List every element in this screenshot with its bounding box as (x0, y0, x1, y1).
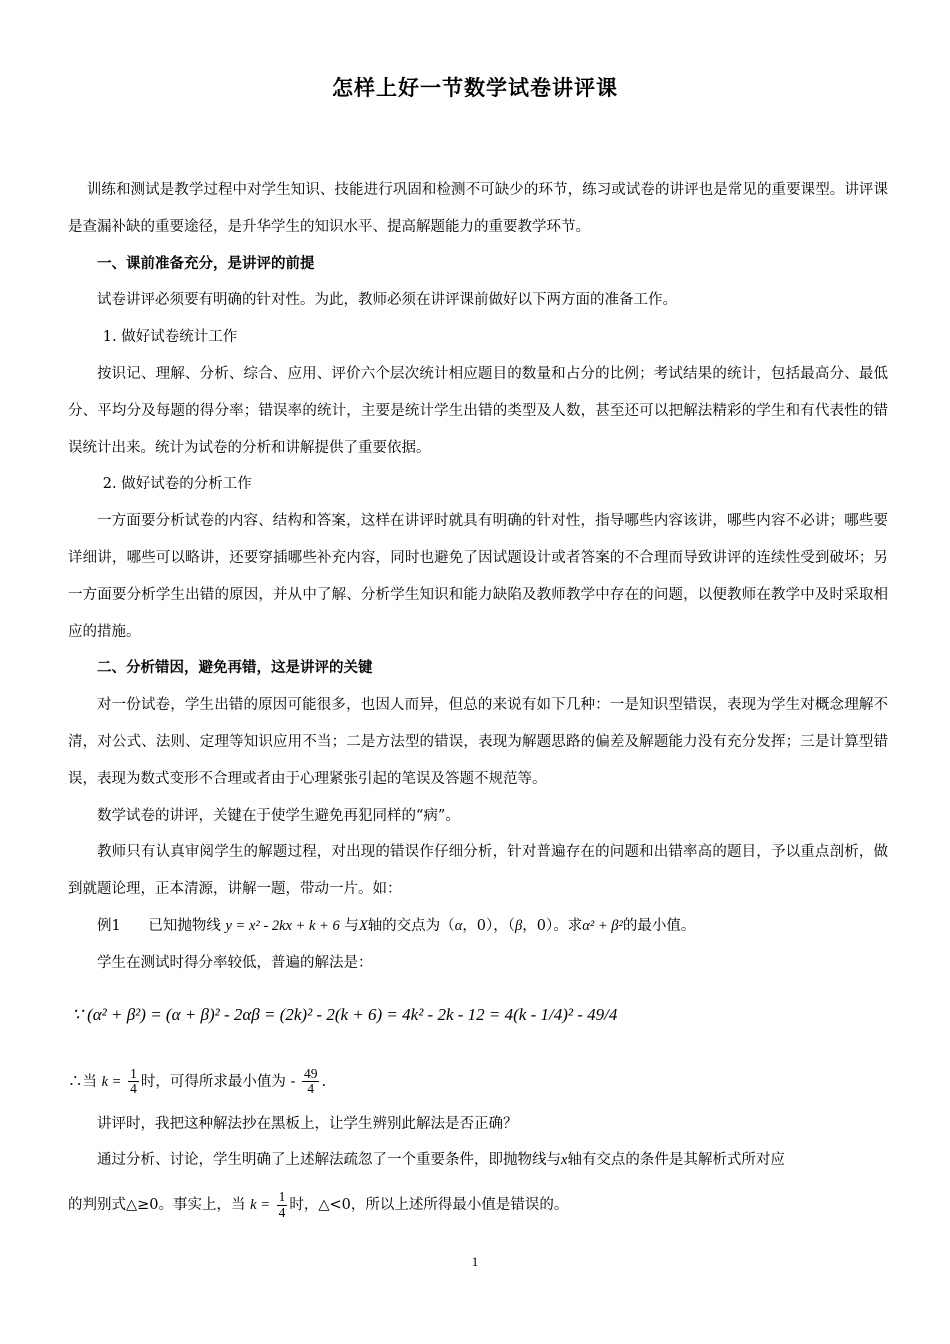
parabola-equation: y = x² - 2kx + k + 6 (225, 917, 340, 934)
numbered-item-2: 2. 做好试卷的分析工作 (102, 476, 252, 493)
page-title: 怎样上好一节数学试卷讲评课 (332, 76, 618, 100)
section-heading-1: 一、课前准备充分，是讲评的前提 (97, 255, 315, 272)
fraction-one-quarter: $\frac{1}{4}$ (278, 1189, 286, 1220)
main-equation (72, 986, 888, 1044)
target-expression: α² + β² (582, 917, 623, 934)
paragraph: 训练和测试是教学过程中对学生知识、技能进行巩固和检测不可缺少的环节，练习或试卷的讲评也是常见的重要课型。讲评课是查漏补缺的重要途径，是升华学生的知识水平、提高解题能力的重要教学环节。 (68, 182, 888, 235)
paragraph: 教师只有认真审阅学生的解题过程，对出现的错误作仔细分析，针对普遍存在的问题和出错率高的题目，予以重点剖析，做到就题论理，正本清源，讲解一题，带动一片。如： (68, 844, 888, 898)
paragraph: 通过分析、讨论，学生明确了上述解法疏忽了一个重要条件，即抛物线与x轴有交点的条件是其解析式所对应 (97, 1152, 785, 1169)
page-number: 1 (471, 1254, 479, 1269)
section-heading-2: 二、分析错因，避免再错，这是讲评的关键 (97, 660, 373, 677)
example-1: 例1 已知抛物线 y = x² - 2kx + k + 6 与X轴的交点为（α，0），（β，0）。求α² + β²的最小值。 (97, 917, 696, 934)
paragraph: 数学试卷的讲评，关键在于使学生避免再犯同样的“病”。 (97, 807, 460, 824)
paragraph: 一方面要分析试卷的内容、结构和答案，这样在讲评时就具有明确的针对性，指导哪些内容该讲，哪些内容不必讲；哪些要详细讲，哪些可以略讲，还要穿插哪些补充内容，同时也避免了因试题设计或者答案的不合理而导致讲评的连续性受到破坏；另一方面要分析学生出错的原因，并从中了解、分析学生知识和能力缺陷及教师教学中存在的问题，以便教师在教学中及时采取相应的措施。 (68, 513, 888, 640)
numbered-item-1: 1. 做好试卷统计工作 (102, 329, 238, 346)
document-body (68, 172, 888, 1231)
fraction-one-quarter: $\frac{1}{4}$ (130, 1065, 137, 1097)
paragraph: 试卷讲评必须要有明确的针对性。为此，教师必须在讲评课前做好以下两方面的准备工作。 (97, 292, 677, 309)
fraction-49-quarter: $\frac{49}{4}$ (303, 1065, 318, 1097)
paragraph-continuation: 的判别式△≥0。事实上，当 k = $\frac{1}{4}$ 时，△<0，所以上述所得最小值是错误的。 (68, 1189, 569, 1220)
paragraph: 讲评时，我把这种解法抄在黑板上，让学生辨别此解法是否正确？ (97, 1115, 518, 1132)
paragraph: 按识记、理解、分析、综合、应用、评价六个层次统计相应题目的数量和占分的比例；考试结果的统计，包括最高分、最低分、平均分及每题的得分率；错误率的统计，主要是统计学生出错的类型及人数，甚至还可以把解法精彩的学生和有代表性的错误统计出来。统计为试卷的分析和讲解提供了重要依据。 (68, 365, 888, 456)
paragraph: 学生在测试时得分率较低，普遍的解法是： (97, 954, 373, 971)
result-line: ∴当 k = $\frac{1}{4}$ 时，可得所求最小值为 - $\frac{49}{4}$ . (68, 1065, 327, 1097)
paragraph: 对一份试卷，学生出错的原因可能很多，也因人而异，但总的来说有如下几种：一是知识型错误，表现为学生对概念理解不清，对公式、法则、定理等知识应用不当；二是方法型的错误，表现为解题思路的偏差及解题能力没有充分发挥；三是计算型错误，表现为数式变形不合理或者由于心理紧张引起的笔误及答题不规范等。 (68, 697, 888, 787)
main-equation-text: ∵ (α² + β²) = (α + β)² - 2αβ = (2k)² - 2(k + 6) = 4k² - 2k - 12 = 4(k - 1/4)² - 49/4 (72, 1004, 618, 1024)
